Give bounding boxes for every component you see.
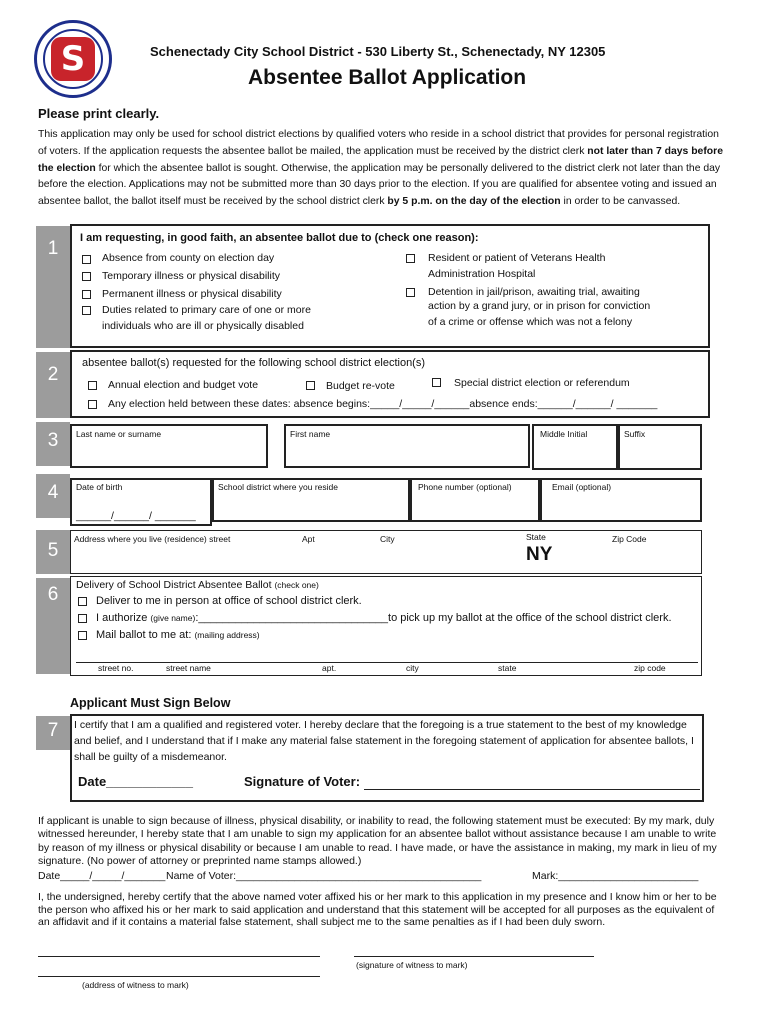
section-number-6: 6 <box>36 578 70 674</box>
page-title: Absentee Ballot Application <box>248 66 527 89</box>
checkbox-special-election[interactable] <box>432 378 441 387</box>
state-label: State <box>526 532 546 542</box>
mail-city-label: city <box>406 663 419 673</box>
mark-date-field[interactable]: Date_____/_____/_______ <box>38 870 166 882</box>
election-date-range-label: Any election held between these dates: absence begins:_____/_____/______absence ends:______/______/ _______ <box>108 398 658 410</box>
checkbox-budget-revote[interactable] <box>306 381 315 390</box>
witness-signature-line[interactable] <box>354 956 594 957</box>
intro-paragraph: This application may only be used for school district elections by qualified voters who reside in a school district that provides for personal registration of voters. If the application requests the absentee ballot be mailed, the application must be received by the district clerk not later than 7 days before the election for which the absentee ballot is sought. Otherwise, the application may be personally delivered to the district clerk not later than the day before the election. Applications may not be submitted more than 30 days prior to the election. If you are qualified for absentee voting and issued an absentee ballot, the ballot itself must be received by the school district clerk by 5 p.m. on the day of the election in order to be canvassed. <box>38 129 723 208</box>
reason-primary-care-cont: individuals who are ill or physically disabled <box>102 320 304 332</box>
reason-detention-line3: of a crime or offense which was not a felony <box>428 316 633 328</box>
reason-detention-line1: Detention in jail/prison, awaiting trial, awaiting <box>428 286 640 298</box>
checkbox-veterans-hospital[interactable] <box>406 254 415 263</box>
section-number-5: 5 <box>36 530 70 574</box>
section-number-1: 1 <box>36 226 70 348</box>
mail-apt-label: apt. <box>322 663 337 673</box>
school-district-label: School district where you reside <box>218 482 339 492</box>
checkbox-primary-care[interactable] <box>82 306 91 315</box>
reason-veterans-line1: Resident or patient of Veterans Health <box>428 252 606 264</box>
deliver-in-person-label: Deliver to me in person at office of school district clerk. <box>96 595 362 607</box>
mark-voter-name-field[interactable]: Name of Voter:__________________________________________ <box>166 870 482 882</box>
district-address: Schenectady City School District - 530 Liberty St., Schenectady, NY 12305 <box>150 44 606 59</box>
checkbox-detention[interactable] <box>406 288 415 297</box>
checkbox-temporary-illness[interactable] <box>82 272 91 281</box>
first-name-label: First name <box>290 429 331 439</box>
reason-detention-line2: action by a grand jury, or in prison for conviction <box>428 300 651 312</box>
checkbox-mail-ballot[interactable] <box>78 631 87 640</box>
section-6-box <box>70 576 702 676</box>
mail-state-label: state <box>498 663 517 673</box>
logo-s-emblem: S <box>51 37 95 81</box>
checkbox-annual-election[interactable] <box>88 381 97 390</box>
voter-signature-label: Signature of Voter: <box>244 774 361 789</box>
mail-street-no-label: street no. <box>98 663 134 673</box>
section-number-7: 7 <box>36 716 70 750</box>
city-label: City <box>380 534 395 544</box>
section-1-heading: I am requesting, in good faith, an absentee ballot due to (check one reason): <box>80 232 479 244</box>
mail-zip-label: zip code <box>634 663 666 673</box>
address-label: Address where you live (residence) street <box>74 534 231 544</box>
reason-primary-care: Duties related to primary care of one or more <box>102 304 311 316</box>
section-number-3: 3 <box>36 422 70 466</box>
delivery-heading: Delivery of School District Absentee Ballot (check one) <box>76 579 319 591</box>
reason-permanent-illness: Permanent illness or physical disability <box>102 288 282 300</box>
reason-veterans-line2: Administration Hospital <box>428 268 536 280</box>
email-label: Email (optional) <box>552 482 612 492</box>
authorize-pickup-label: I authorize (give name):_______________________________to pick up my ballot at the office of the school district clerk. <box>96 612 672 624</box>
election-special-label: Special district election or referendum <box>454 377 630 389</box>
last-name-label: Last name or surname <box>76 429 162 439</box>
section-2-heading: absentee ballot(s) requested for the following school district election(s) <box>82 357 426 369</box>
witness-line-top-left[interactable] <box>38 956 320 957</box>
suffix-label: Suffix <box>624 429 646 439</box>
witness-signature-label: (signature of witness to mark) <box>356 960 468 970</box>
witness-address-line[interactable] <box>38 976 320 977</box>
state-value: NY <box>526 544 553 565</box>
phone-label: Phone number (optional) <box>418 482 512 492</box>
voter-date-field[interactable]: Date____________ <box>78 774 193 789</box>
district-logo <box>34 20 112 98</box>
reason-temporary-illness: Temporary illness or physical disability <box>102 270 280 282</box>
election-revote-label: Budget re-vote <box>326 380 395 392</box>
voter-signature-line[interactable] <box>364 789 700 790</box>
checkbox-deliver-in-person[interactable] <box>78 597 87 606</box>
section-number-4: 4 <box>36 474 70 518</box>
section-number-2: 2 <box>36 352 70 418</box>
checkbox-permanent-illness[interactable] <box>82 290 91 299</box>
checkbox-date-range[interactable] <box>88 400 97 409</box>
signature-heading: Applicant Must Sign Below <box>70 696 231 710</box>
checkbox-authorize-pickup[interactable] <box>78 614 87 623</box>
date-of-birth-blank: ______/______/ _______ <box>76 510 196 522</box>
date-of-birth-label: Date of birth <box>76 482 123 492</box>
checkbox-absence-county[interactable] <box>82 255 91 264</box>
mail-ballot-label: Mail ballot to me at: (mailing address) <box>96 629 260 641</box>
zip-label: Zip Code <box>612 534 647 544</box>
mail-street-name-label: street name <box>166 663 211 673</box>
certification-text: I certify that I am a qualified and registered voter. I hereby declare that the foregoing is a true statement to the best of my knowledge and belief, and I understand that if I make any material false statement in the foregoing statement of application for absentee ballots, I shall be guilty of a misdemeanor. <box>74 719 694 763</box>
unable-to-sign-statement: If applicant is unable to sign because of illness, physical disability, or inability to read, the following statement must be executed: By my mark, duly witnessed hereunder, I hereby state that I am unable to sign my application for an absentee ballot without assistance because I am unable to write by reason of my illness or physical disability or because I am unable to read. I have made, or have the assistance in making, my mark in lieu of my signature. (No power of attorney or preprinted name stamps allowed.) <box>38 815 717 868</box>
reason-absence-county: Absence from county on election day <box>102 252 275 264</box>
mark-field[interactable]: Mark:________________________ <box>532 870 699 882</box>
please-print-note: Please print clearly. <box>38 106 160 121</box>
witness-certification: I, the undersigned, hereby certify that the above named voter affixed his or her mark to this application in my presence and I know him or her to be the person who affixed his or her mark to said application and understand that this statement will be accepted for all purposes as the equivalent of an affidavit and if it contains a material false statement, shall subject me to the same penalties as if I had been duly sworn. <box>38 891 717 929</box>
election-annual-label: Annual election and budget vote <box>108 379 259 391</box>
apt-label: Apt <box>302 534 315 544</box>
witness-address-label: (address of witness to mark) <box>82 980 189 990</box>
middle-initial-label: Middle Initial <box>540 429 588 439</box>
